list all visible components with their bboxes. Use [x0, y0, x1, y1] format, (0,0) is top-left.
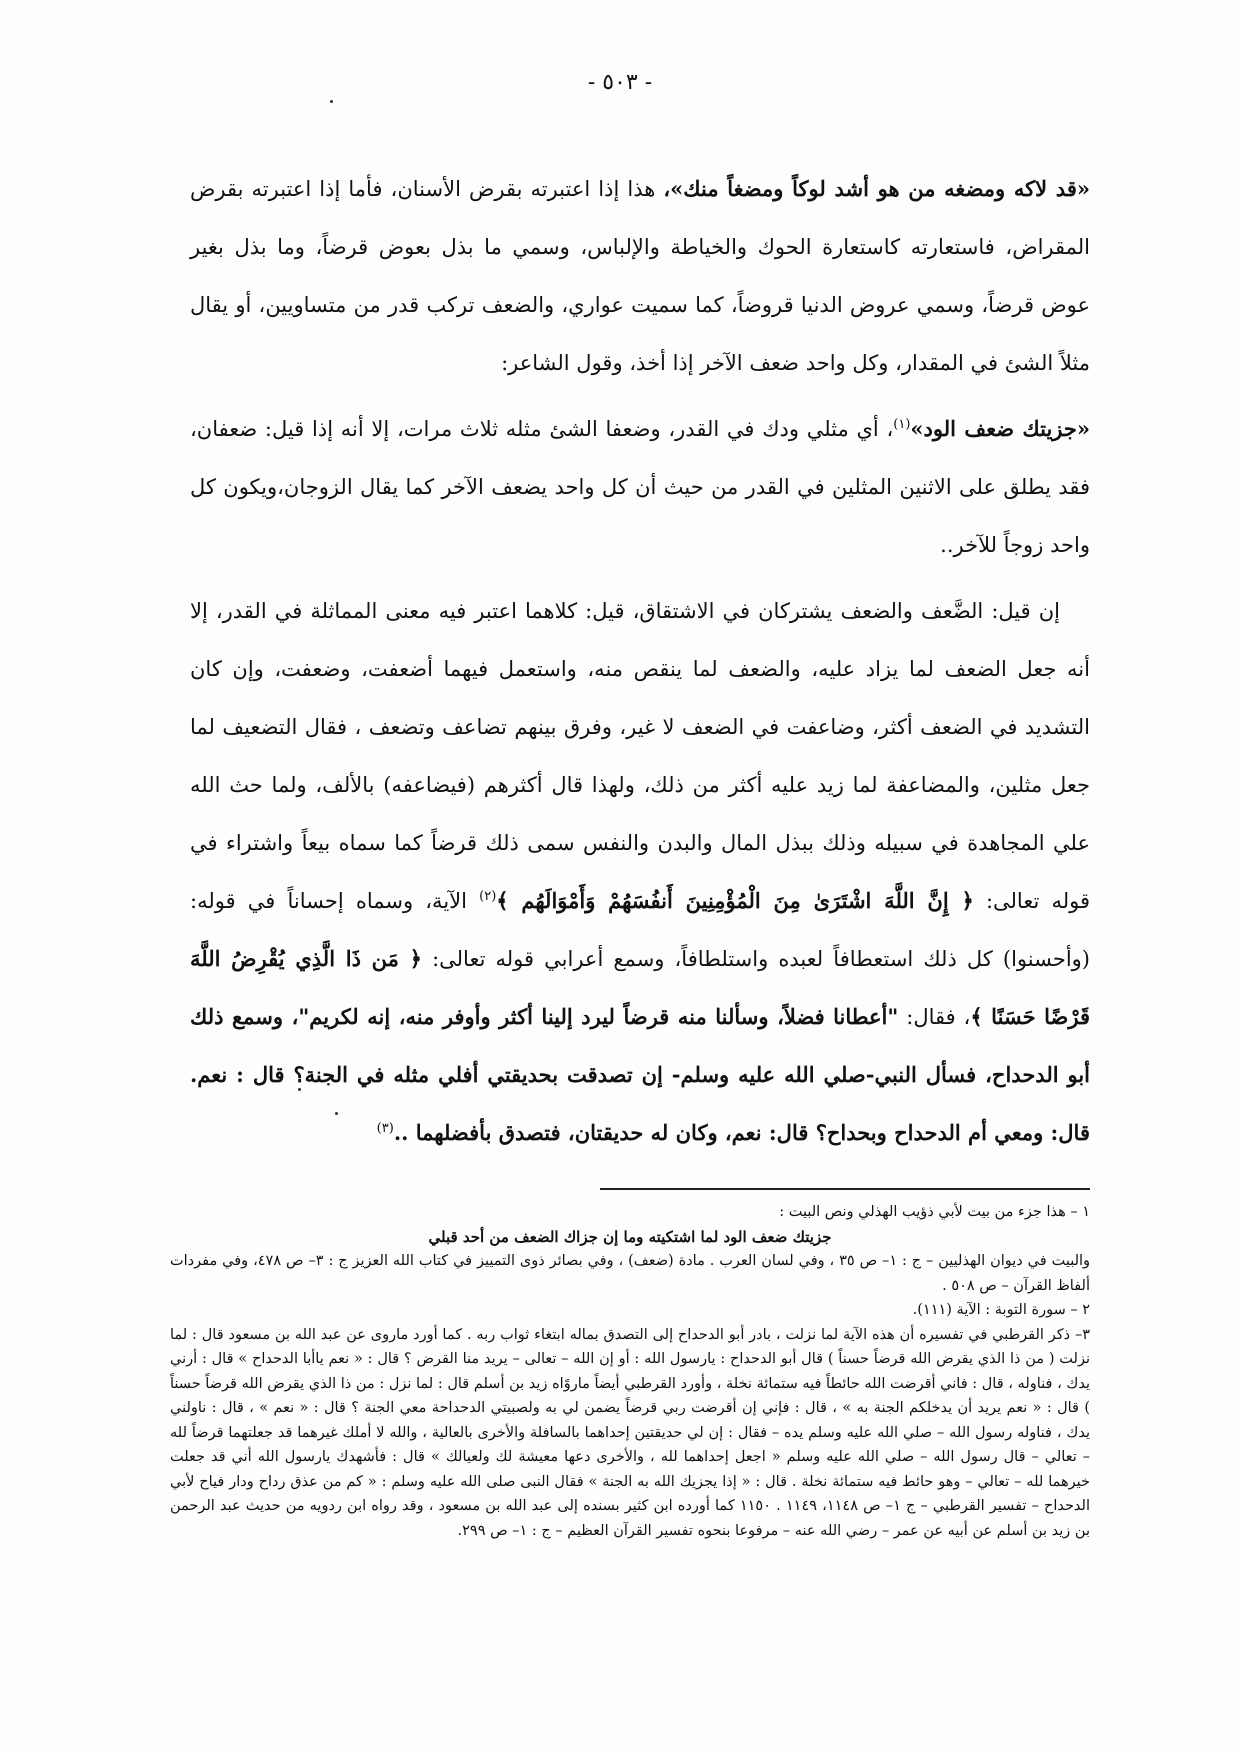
body-text — [190, 160, 1090, 1170]
footnote-1-intro: ١ – هذا جزء من بيت لأبي ذؤيب الهذلي ونص البيت : — [779, 1204, 1090, 1220]
footnote-2: ٢ – سورة التوبة : الآية (١١١). — [912, 1302, 1090, 1318]
footnote-ref-1: (١) — [893, 417, 911, 432]
paragraph-1-text: هذا إذا اعتبرته بقرض الأسنان، فأما إذا اعتبرته بقرض المقراض، فاستعارته كاستعارة الحوك والخياطة والإلباس، وسمي ما بذل بعوض قرضاً، وما بذل بغير عوض قرضاً، وسمي عروض الدنيا قروضاً، كما سميت عواري، والضعف تركب قدر من متساويين، أو يقال مثلاً الشئ في المقدار، وكل واحد ضعف الآخر إذا أخذ، وقول الشاعر: — [190, 177, 1090, 375]
paragraph-3-text-3: ، فقال: — [898, 1005, 971, 1029]
verse-quote: «جزيتك ضعف الود» — [910, 416, 1090, 441]
quran-verse-1: ﴿ إِنَّ اللَّهَ اشْتَرَىٰ مِنَ الْمُؤْمِنِينَ أَنفُسَهُمْ وَأَمْوَالَهُم ﴾ — [496, 888, 974, 913]
quote-lead: «قد لاكه ومضغه من هو أشد لوكاً ومضغاً منك»، — [663, 176, 1090, 201]
footnote-ref-3: (٣) — [376, 1121, 394, 1136]
paragraph-3-text: إن قيل: الضَّعف والضعف يشتركان في الاشتقاق، قيل: كلاهما اعتبر فيه معنى المماثلة في القدر، إلا أنه جعل الضعف لما يزاد عليه، والضعف لما ينقص منه، واستعمل فيهما أضعفت، وضعفت، وإن كان التشديد في الضعف أكثر، وضاعفت في الضعف لا غير، وفرق بينهم تضاعف وتضعف ، فقال التضعيف لما جعل مثلين، والمضاعفة لما زيد عليه أكثر من ذلك، ولهذا قال أكثرهم (فيضاعفه) بالألف، ولما حث الله علي المجاهدة في سبيله وذلك ببذل المال والبدن والنفس سمى ذلك قرضاً كما سماه بيعاً واشتراء في قوله تعالى: — [190, 599, 1091, 913]
scan-speck — [330, 100, 333, 103]
footnote-1-verse: جزيتك ضعف الود لما اشتكيته وما إن جزاك الضعف من أحد قبلي — [428, 1227, 832, 1246]
hadith-quote: "أعطانا فضلاً، وسألنا منه قرضاً ليرد إلينا أكثر وأوفر منه، إنه لكريم"، وسمع ذلك أبو الدحداح، فسأل النبي-صلي الله عليه وسلم- إن تصدقت بحديقتي أفلي مثله في الجنة؟ قال : نعم. قال: ومعي أم الدحداح وبحداح؟ قال: نعم، وكان له حديقتان، فتصدق بأفضلهما .. — [190, 1004, 1090, 1145]
footnote-ref-2: (٢) — [479, 889, 497, 904]
paragraph-2-text: ، أي مثلي ودك في القدر، وضعفا الشئ مثله ثلاث مرات، إلا أنه إذا قيل: ضعفان، فقد يطلق على الاثنين المثلين في القدر من حيث أن كل واحد يضعف الآخر كما يقال الزوجان،ويكون كل واحد زوجاً للآخر.. — [190, 417, 1090, 557]
paragraph-3-text-2: الآية، وسماه إحساناً في قوله: (وأحسنوا) كل ذلك استعطافاً لعبده واستلطافاً، وسمع أعرابي قوله تعالى: — [190, 889, 1090, 971]
quran-verse-2: ﴿ مَن ذَا الَّذِي يُقْرِضُ اللَّهَ قَرْضًا حَسَنًا ﴾ — [190, 946, 1091, 1029]
footnote-divider — [600, 1188, 1090, 1190]
page-number: - ٥٠٣ - — [587, 70, 653, 95]
scan-speck — [335, 1112, 338, 1115]
paragraph-2 — [190, 400, 1090, 574]
footnotes — [170, 1200, 1090, 1543]
paragraph-1 — [190, 160, 1090, 392]
paragraph-3 — [190, 582, 1090, 1162]
scan-speck — [298, 1088, 301, 1091]
footnote-3: ٣– ذكر القرطبي في تفسيره أن هذه الآية لما نزلت ، بادر أبو الدحداح إلى التصدق بماله ابتغاء ثواب ربه . كما أورد ماروى عن عبد الله بن مسعود قال : لما نزلت ( من ذا الذي يقرض الله قرضاً حسناً ) قال أبو الدحداح : يارسول الله : أو إن الله – تعالى – يريد منا القرض ؟ قال : « نعم ياأبا الدحداح » قال : أرني يدك ، فناوله ، قال : فاني أقرضت الله حائطاً فيه ستمائة نخلة ، وأورد القرطبي أيضاً ماروًاه زيد بن أسلم قال : لما نزل : من ذا الذي يقرض الله قرضاً حسناً ) قال : « نعم يريد أن يدخلكم الجنة به » ، قال : فإني إن أقرضت ربي قرضاً يضمن لي به ولصبيتي الدحداحة معي الجنة ؟ قال : « نعم » ، قال : ناولني يدك ، فناوله رسول الله – صلي الله عليه وسلم يده – فقال : إن لي حديقتين إحداهما بالسافلة والأخرى بالعالية ، والله لا أملك غيرهما قد جعلتهما قرضاً لله – تعالي – قال رسول الله – صلي الله عليه وسلم « اجعل إحداهما لله ، والأخرى دعها معيشة لك ولعيالك » قال : فأشهدك يارسول الله أني قد جعلت خيرهما لله – تعالي – وهو حائط فيه ستمائة نخلة . قال : « إذا يجزيك الله به الجنة » فقال النبى صلى الله عليه وسلم : « كم من عذق رداح ودار فياح لأبي الدحداح – تفسير القرطبي – ج ١– ص ١١٤٨، ١١٤٩ . ١١٥٠ كما أورده ابن كثير بسنده إلى عبد الله بن مسعود ، وقد رواه ابن ردويه من حديث عبد الرحمن بن زيد بن أسلم عن أبيه عن عمر – رضي الله عنه – مرفوعا بنحوه تفسير القرآن العظيم – ج : ١– ص ٢٩٩. — [170, 1326, 1090, 1539]
footnote-1-source: والبيت في ديوان الهذليين – ج : ١– ص ٣٥ ، وفي لسان العرب . مادة (ضعف) ، وفي بصائر ذوى التمييز في كتاب الله العزيز ج : ٣– ص ٤٧٨، وفي مفردات ألفاظ القرآن – ص ٥٠٨ . — [170, 1253, 1091, 1294]
